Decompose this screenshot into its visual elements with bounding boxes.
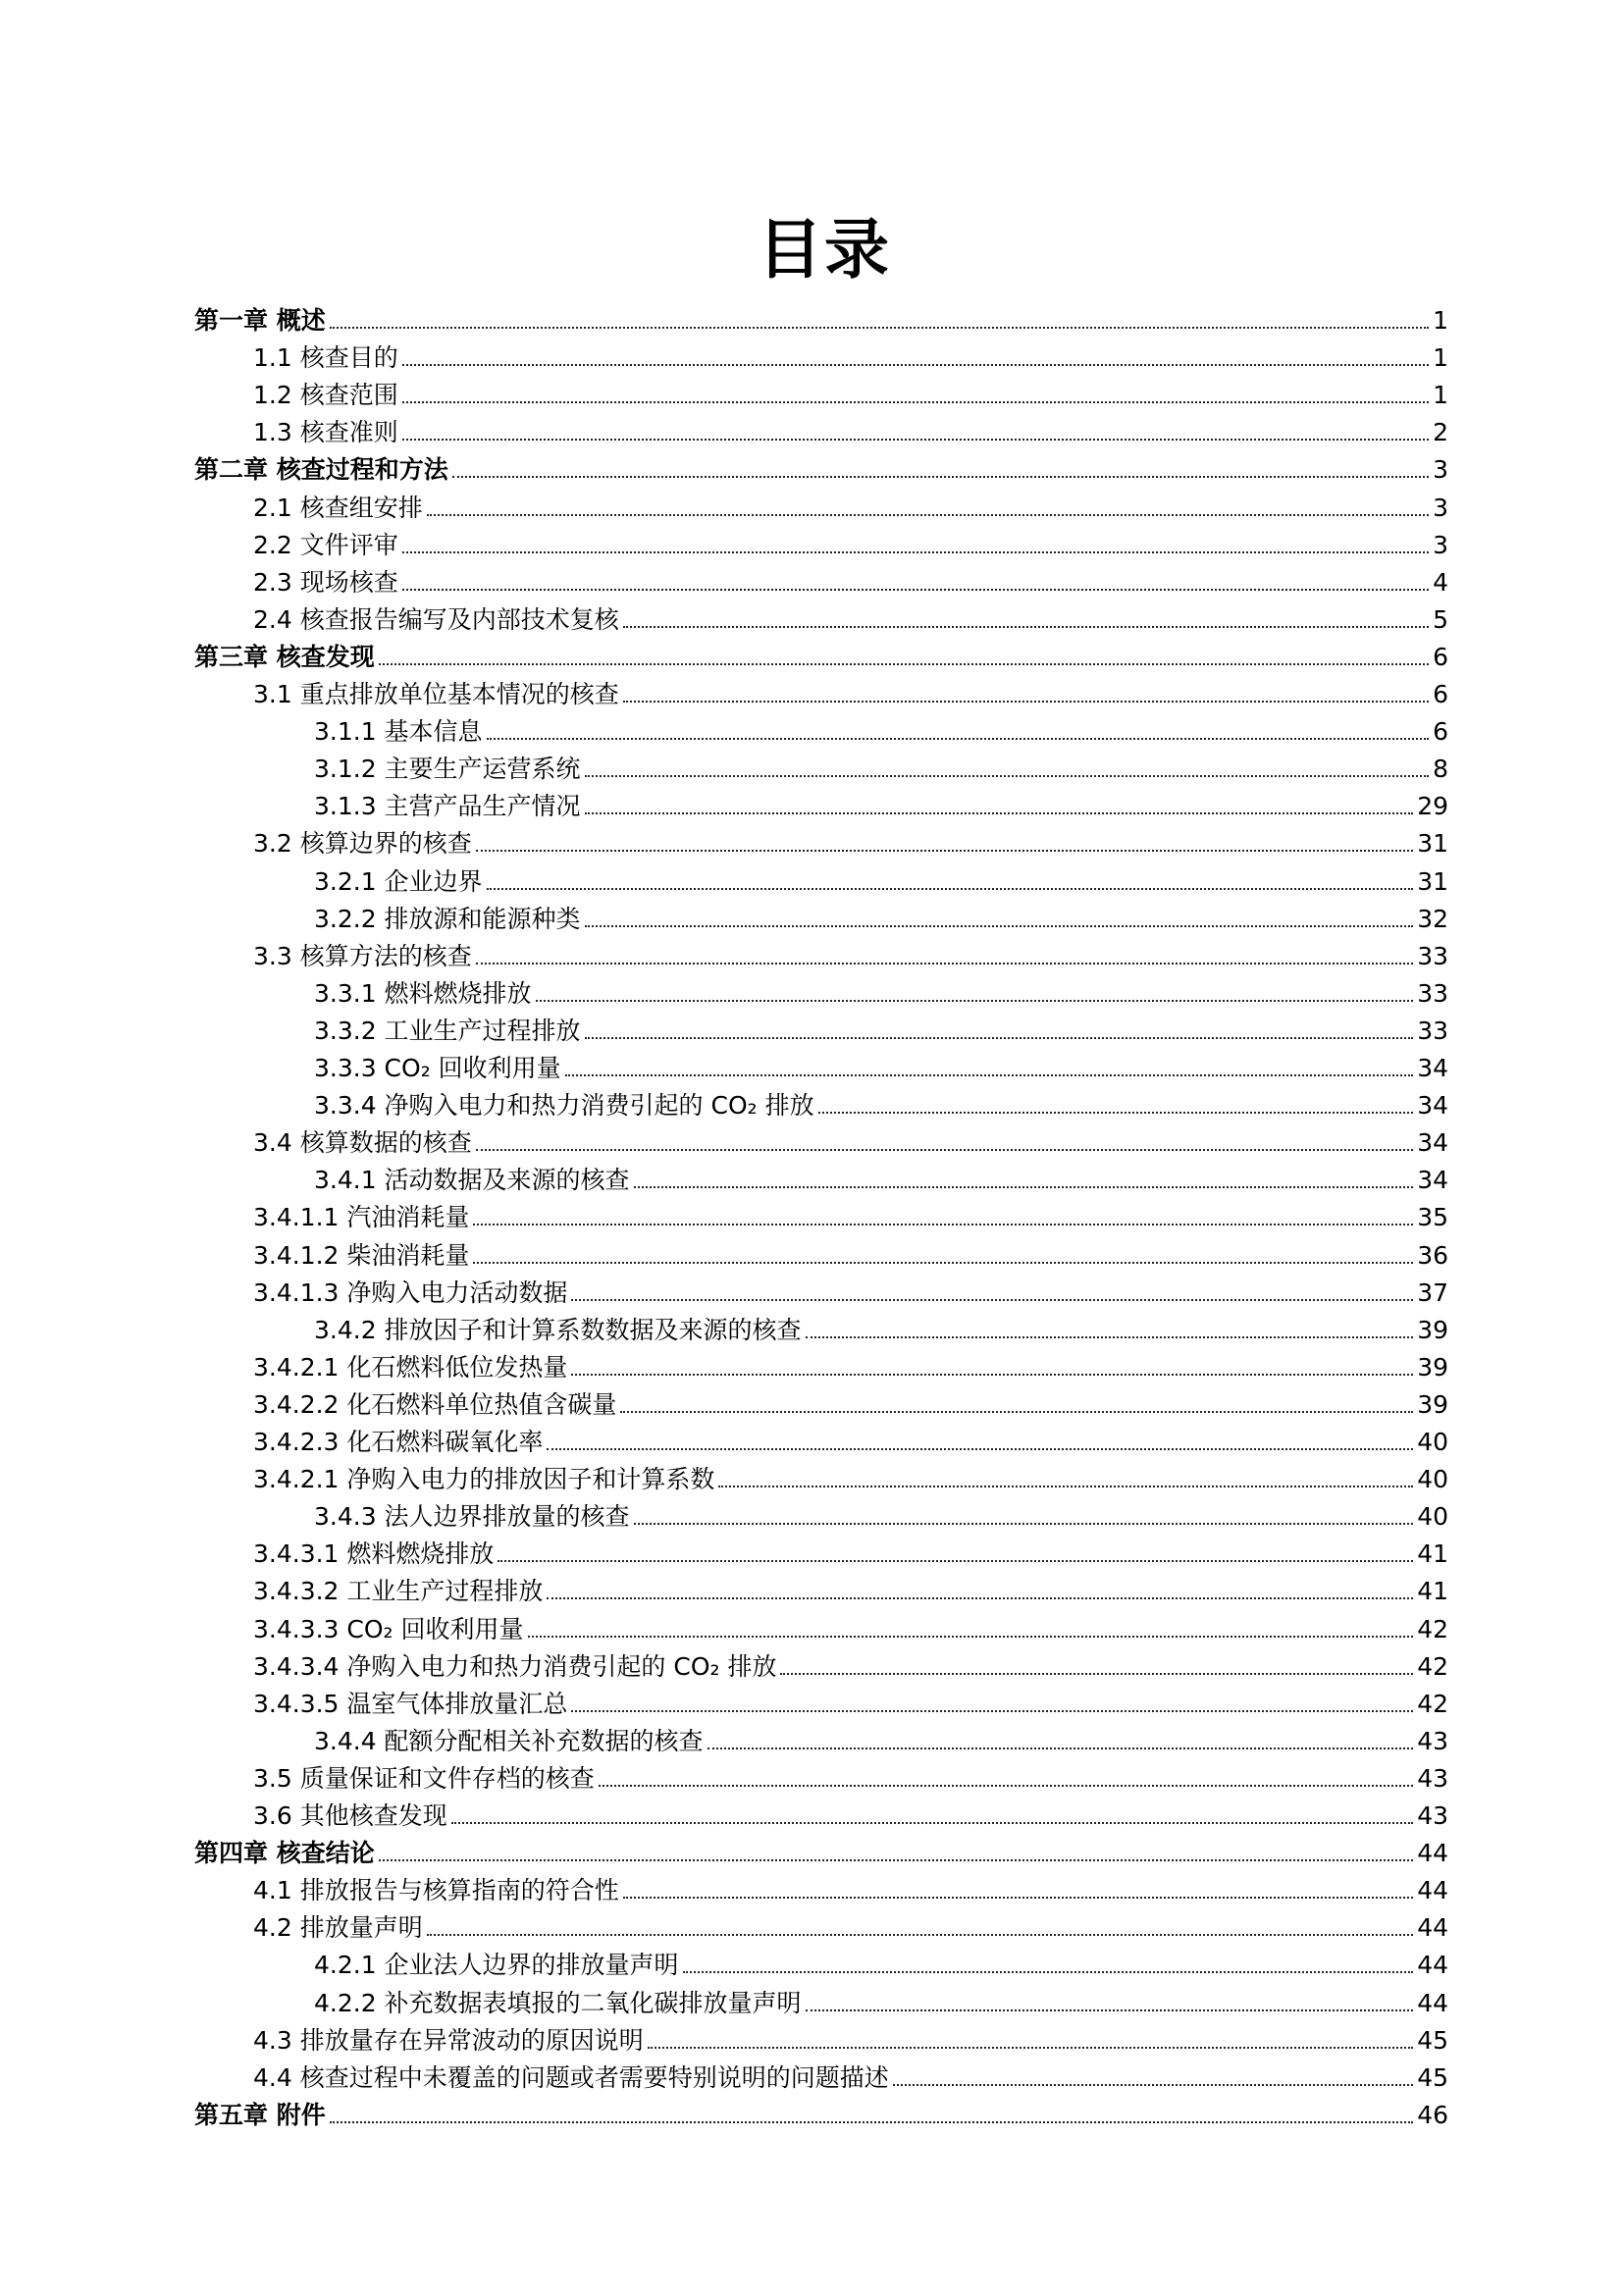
toc-page-number: 42 bbox=[1417, 1651, 1448, 1681]
toc-entry[interactable] bbox=[253, 2060, 1448, 2093]
toc-page-number: 1 bbox=[1433, 343, 1448, 373]
toc-leader-dots bbox=[473, 1262, 1413, 1264]
toc-entry-label: 3.4.3.2 工业生产过程排放 bbox=[253, 1577, 544, 1606]
toc-page-number: 39 bbox=[1417, 1352, 1448, 1382]
toc-leader-dots bbox=[818, 1112, 1414, 1114]
toc-entry-label: 3.4.1.2 柴油消耗量 bbox=[253, 1240, 470, 1270]
toc-leader-dots bbox=[780, 1673, 1413, 1675]
toc-page-number: 44 bbox=[1417, 1988, 1448, 2017]
toc-leader-dots bbox=[648, 2047, 1413, 2049]
toc-leader-dots bbox=[547, 1597, 1413, 1599]
toc-entry[interactable] bbox=[314, 1013, 1448, 1046]
toc-entry[interactable] bbox=[253, 1461, 1448, 1494]
toc-leader-dots bbox=[565, 1074, 1414, 1076]
toc-entry-label: 第五章 附件 bbox=[194, 2100, 326, 2129]
toc-entry-label: 3.4.2.1 净购入电力的排放因子和计算系数 bbox=[253, 1465, 715, 1494]
toc-leader-dots bbox=[620, 1411, 1413, 1413]
toc-entry[interactable] bbox=[314, 1723, 1448, 1756]
toc-entry[interactable] bbox=[253, 490, 1448, 523]
toc-entry[interactable] bbox=[253, 1573, 1448, 1606]
toc-leader-dots bbox=[571, 1710, 1413, 1712]
toc-entry-label: 3.3.1 燃料燃烧排放 bbox=[314, 978, 532, 1008]
toc-entry[interactable] bbox=[253, 2022, 1448, 2056]
toc-entry[interactable] bbox=[314, 751, 1448, 784]
toc-entry[interactable] bbox=[253, 1760, 1448, 1794]
toc-entry-label: 3.3.3 CO₂ 回收利用量 bbox=[314, 1054, 561, 1082]
toc-leader-dots bbox=[330, 2121, 1413, 2123]
toc-entry[interactable] bbox=[253, 1686, 1448, 1719]
toc-entry[interactable] bbox=[194, 2097, 1448, 2130]
toc-page-number: 31 bbox=[1417, 829, 1448, 859]
toc-page-number: 44 bbox=[1417, 1876, 1448, 1905]
toc-entry[interactable] bbox=[253, 1386, 1448, 1420]
toc-page-number: 44 bbox=[1417, 1951, 1448, 1980]
toc-entry-label: 3.4.3.1 燃料燃烧排放 bbox=[253, 1539, 495, 1569]
toc-entry-label: 3.2 核算边界的核查 bbox=[253, 829, 472, 859]
toc-page-number: 3 bbox=[1433, 455, 1448, 485]
toc-entry-label: 第二章 核查过程和方法 bbox=[194, 455, 448, 485]
toc-leader-dots bbox=[707, 1747, 1414, 1749]
toc-entry[interactable] bbox=[253, 1237, 1448, 1271]
toc-entry[interactable] bbox=[314, 863, 1448, 897]
toc-page-number: 35 bbox=[1417, 1203, 1448, 1232]
toc-page-number: 40 bbox=[1417, 1428, 1448, 1456]
toc-entry[interactable] bbox=[314, 1087, 1448, 1121]
toc-entry[interactable] bbox=[314, 1947, 1448, 1980]
toc-leader-dots bbox=[379, 1859, 1413, 1861]
toc-page-number: 45 bbox=[1417, 2025, 1448, 2055]
toc-page-number: 45 bbox=[1417, 2062, 1448, 2092]
toc-entry-label: 4.2.1 企业法人边界的排放量声明 bbox=[314, 1951, 679, 1980]
toc-page-number: 6 bbox=[1433, 642, 1448, 671]
toc-page-number: 6 bbox=[1433, 717, 1448, 747]
toc-leader-dots bbox=[379, 663, 1429, 665]
toc-leader-dots bbox=[330, 327, 1429, 329]
toc-entry[interactable] bbox=[253, 1611, 1448, 1644]
toc-page-number: 32 bbox=[1417, 904, 1448, 933]
toc-entry[interactable] bbox=[194, 302, 1448, 336]
toc-page-number: 1 bbox=[1433, 381, 1448, 410]
toc-page-number: 39 bbox=[1417, 1389, 1448, 1419]
toc-leader-dots bbox=[402, 551, 1429, 553]
toc-leader-dots bbox=[476, 850, 1413, 852]
toc-entry[interactable] bbox=[194, 451, 1448, 485]
toc-page-number: 43 bbox=[1417, 1726, 1448, 1755]
toc-entry[interactable] bbox=[253, 1872, 1448, 1905]
toc-leader-dots bbox=[487, 738, 1430, 740]
toc-entry-label: 第一章 概述 bbox=[194, 306, 326, 335]
toc-entry[interactable] bbox=[253, 339, 1448, 373]
toc-leader-dots bbox=[427, 1934, 1413, 1936]
toc-page-number: 41 bbox=[1417, 1539, 1448, 1569]
toc-page-number: 36 bbox=[1417, 1240, 1448, 1270]
toc-leader-dots bbox=[402, 589, 1429, 591]
toc-leader-dots bbox=[585, 775, 1430, 777]
toc-leader-dots bbox=[585, 925, 1414, 927]
toc-entry[interactable] bbox=[314, 788, 1448, 821]
toc-entry-label: 3.3 核算方法的核查 bbox=[253, 941, 472, 970]
toc-entry-label: 2.2 文件评审 bbox=[253, 530, 398, 559]
toc-entry-label: 3.3.4 净购入电力和热力消费引起的 CO₂ 排放 bbox=[314, 1091, 814, 1121]
toc-page-number: 1 bbox=[1433, 306, 1448, 335]
toc-entry[interactable] bbox=[253, 564, 1448, 598]
toc-entry-label: 第四章 核查结论 bbox=[194, 1839, 375, 1868]
toc-leader-dots bbox=[402, 364, 1429, 366]
toc-leader-dots bbox=[402, 439, 1429, 441]
toc-page-number: 33 bbox=[1417, 1016, 1448, 1045]
toc-leader-dots bbox=[623, 1897, 1413, 1899]
toc-page-number: 6 bbox=[1433, 680, 1448, 708]
toc-page-number: 5 bbox=[1433, 604, 1448, 634]
toc-entry-label: 4.1 排放报告与核算指南的符合性 bbox=[253, 1876, 619, 1905]
toc-entry[interactable] bbox=[314, 1312, 1448, 1345]
toc-entry[interactable] bbox=[253, 1275, 1448, 1308]
toc-entry[interactable] bbox=[314, 1050, 1448, 1083]
toc-entry[interactable] bbox=[314, 1985, 1448, 2018]
toc-entry-label: 3.4 核算数据的核查 bbox=[253, 1128, 472, 1158]
toc-leader-dots bbox=[623, 701, 1429, 703]
toc-entry[interactable] bbox=[253, 377, 1448, 410]
toc-leader-dots bbox=[451, 1822, 1413, 1824]
toc-entry[interactable] bbox=[314, 713, 1448, 747]
toc-entry-label: 3.4.3 法人边界排放量的核查 bbox=[314, 1502, 630, 1532]
toc-entry[interactable] bbox=[314, 1498, 1448, 1532]
toc-entry-label: 3.4.1.3 净购入电力活动数据 bbox=[253, 1278, 568, 1307]
toc-page-number: 40 bbox=[1417, 1465, 1448, 1494]
toc-page-number: 33 bbox=[1417, 978, 1448, 1008]
toc-leader-dots bbox=[634, 1523, 1414, 1525]
toc-page-number: 44 bbox=[1417, 1913, 1448, 1943]
toc-page-number: 43 bbox=[1417, 1801, 1448, 1830]
toc-leader-dots bbox=[473, 1224, 1413, 1226]
toc-entry[interactable] bbox=[253, 676, 1448, 709]
toc-page-number: 2 bbox=[1433, 418, 1448, 447]
toc-page-number: 40 bbox=[1417, 1502, 1448, 1532]
toc-leader-dots bbox=[452, 476, 1429, 478]
toc-entry-label: 2.4 核查报告编写及内部技术复核 bbox=[253, 604, 619, 634]
toc-entry-label: 3.1 重点排放单位基本情况的核查 bbox=[253, 680, 619, 708]
toc-entry[interactable] bbox=[253, 1798, 1448, 1831]
toc-entry-label: 1.3 核查准则 bbox=[253, 418, 398, 447]
toc-entry[interactable] bbox=[253, 1349, 1448, 1382]
toc-page-number: 4 bbox=[1433, 567, 1448, 597]
toc-entry[interactable] bbox=[253, 1909, 1448, 1943]
toc-page-number: 34 bbox=[1417, 1128, 1448, 1158]
toc-leader-dots bbox=[571, 1374, 1413, 1376]
toc-leader-dots bbox=[599, 1785, 1413, 1787]
toc-entry-label: 3.1.1 基本信息 bbox=[314, 717, 483, 747]
toc-entry-label: 第三章 核查发现 bbox=[194, 642, 375, 671]
toc-page-number: 34 bbox=[1417, 1091, 1448, 1121]
toc-entry-label: 3.4.3.5 温室气体排放量汇总 bbox=[253, 1689, 568, 1718]
toc-leader-dots bbox=[893, 2084, 1413, 2086]
toc-entry-label: 4.2 排放量声明 bbox=[253, 1913, 423, 1943]
toc-entry[interactable] bbox=[253, 1199, 1448, 1232]
toc-leader-dots bbox=[571, 1299, 1413, 1301]
toc-page-number: 31 bbox=[1417, 866, 1448, 896]
toc-entry-label: 3.2.2 排放源和能源种类 bbox=[314, 904, 581, 933]
toc-leader-dots bbox=[476, 1149, 1413, 1151]
toc-leader-dots bbox=[623, 626, 1429, 628]
toc-entry[interactable] bbox=[253, 938, 1448, 971]
toc-entry[interactable] bbox=[253, 1124, 1448, 1158]
toc-page-number: 44 bbox=[1417, 1839, 1448, 1868]
toc-entry-label: 4.3 排放量存在异常波动的原因说明 bbox=[253, 2025, 644, 2055]
toc-entry-label: 4.4 核查过程中未覆盖的问题或者需要特别说明的问题描述 bbox=[253, 2062, 889, 2092]
toc-entry[interactable] bbox=[253, 414, 1448, 447]
toc-entry-label: 3.6 其他核查发现 bbox=[253, 1801, 447, 1830]
toc-entry[interactable] bbox=[253, 1424, 1448, 1457]
toc-leader-dots bbox=[536, 1000, 1414, 1002]
toc-entry[interactable] bbox=[253, 1536, 1448, 1569]
toc-leader-dots bbox=[427, 514, 1429, 516]
toc-leader-dots bbox=[585, 812, 1414, 814]
toc-entry-label: 3.4.3.3 CO₂ 回收利用量 bbox=[253, 1614, 524, 1643]
toc-entry-label: 3.4.3.4 净购入电力和热力消费引起的 CO₂ 排放 bbox=[253, 1651, 777, 1681]
toc-leader-dots bbox=[528, 1636, 1414, 1638]
toc-leader-dots bbox=[498, 1560, 1413, 1562]
toc-entry[interactable] bbox=[314, 975, 1448, 1009]
toc-entry-label: 3.3.2 工业生产过程排放 bbox=[314, 1016, 581, 1045]
toc-entry[interactable] bbox=[314, 1162, 1448, 1195]
toc-page-number: 46 bbox=[1417, 2100, 1448, 2129]
toc-entry-label: 2.1 核查组安排 bbox=[253, 493, 423, 522]
toc-page-number: 42 bbox=[1417, 1689, 1448, 1718]
toc-leader-dots bbox=[487, 888, 1414, 890]
toc-entry[interactable] bbox=[253, 825, 1448, 859]
toc-entry[interactable] bbox=[194, 1835, 1448, 1868]
toc-entry[interactable] bbox=[314, 901, 1448, 934]
toc-entry-label: 1.1 核查目的 bbox=[253, 343, 398, 373]
toc-entry-label: 3.4.1 活动数据及来源的核查 bbox=[314, 1166, 630, 1195]
toc-page-number: 41 bbox=[1417, 1577, 1448, 1606]
toc-entry[interactable] bbox=[194, 639, 1448, 672]
toc-page-number: 39 bbox=[1417, 1315, 1448, 1344]
toc-page-number: 43 bbox=[1417, 1763, 1448, 1793]
toc-entry-label: 3.4.1.1 汽油消耗量 bbox=[253, 1203, 470, 1232]
toc-page-number: 37 bbox=[1417, 1278, 1448, 1307]
toc-page-number: 8 bbox=[1433, 755, 1448, 784]
toc-leader-dots bbox=[476, 963, 1413, 965]
toc-page-number: 33 bbox=[1417, 941, 1448, 970]
toc-entry-label: 3.5 质量保证和文件存档的核查 bbox=[253, 1763, 595, 1793]
toc-leader-dots bbox=[683, 1971, 1414, 1973]
toc-entry-label: 4.2.2 补充数据表填报的二氧化碳排放量声明 bbox=[314, 1988, 802, 2017]
toc-leader-dots bbox=[585, 1037, 1414, 1039]
toc-page-number: 42 bbox=[1417, 1614, 1448, 1643]
toc-page-number: 3 bbox=[1433, 493, 1448, 522]
toc-leader-dots bbox=[806, 2009, 1414, 2011]
toc-entry-label: 3.4.2.1 化石燃料低位发热量 bbox=[253, 1352, 568, 1382]
toc-leader-dots bbox=[806, 1336, 1414, 1338]
toc-entry[interactable] bbox=[253, 527, 1448, 560]
toc-page-number: 34 bbox=[1417, 1166, 1448, 1195]
toc-entry[interactable] bbox=[253, 1648, 1448, 1682]
toc-entry-label: 3.4.2.3 化石燃料碳氧化率 bbox=[253, 1428, 544, 1456]
toc-entry-label: 3.4.2 排放因子和计算系数数据及来源的核查 bbox=[314, 1315, 802, 1344]
toc-page-number: 29 bbox=[1417, 792, 1448, 821]
toc-entry-label: 3.1.2 主要生产运营系统 bbox=[314, 755, 581, 784]
toc-leader-dots bbox=[402, 401, 1429, 403]
toc-leader-dots bbox=[547, 1448, 1413, 1450]
toc-entry-label: 3.4.4 配额分配相关补充数据的核查 bbox=[314, 1726, 704, 1755]
toc-entry-label: 3.4.2.2 化石燃料单位热值含碳量 bbox=[253, 1389, 617, 1419]
toc-page-number: 34 bbox=[1417, 1054, 1448, 1082]
toc-entry-label: 3.1.3 主营产品生产情况 bbox=[314, 792, 581, 821]
toc-entry[interactable] bbox=[253, 601, 1448, 635]
toc-page-number: 3 bbox=[1433, 530, 1448, 559]
toc-leader-dots bbox=[718, 1486, 1413, 1487]
page-title: 目录 bbox=[758, 212, 891, 287]
toc-entry-label: 2.3 现场核查 bbox=[253, 567, 398, 597]
toc-entry-label: 3.2.1 企业边界 bbox=[314, 866, 483, 896]
toc-leader-dots bbox=[634, 1186, 1414, 1188]
toc-entry-label: 1.2 核查范围 bbox=[253, 381, 398, 410]
